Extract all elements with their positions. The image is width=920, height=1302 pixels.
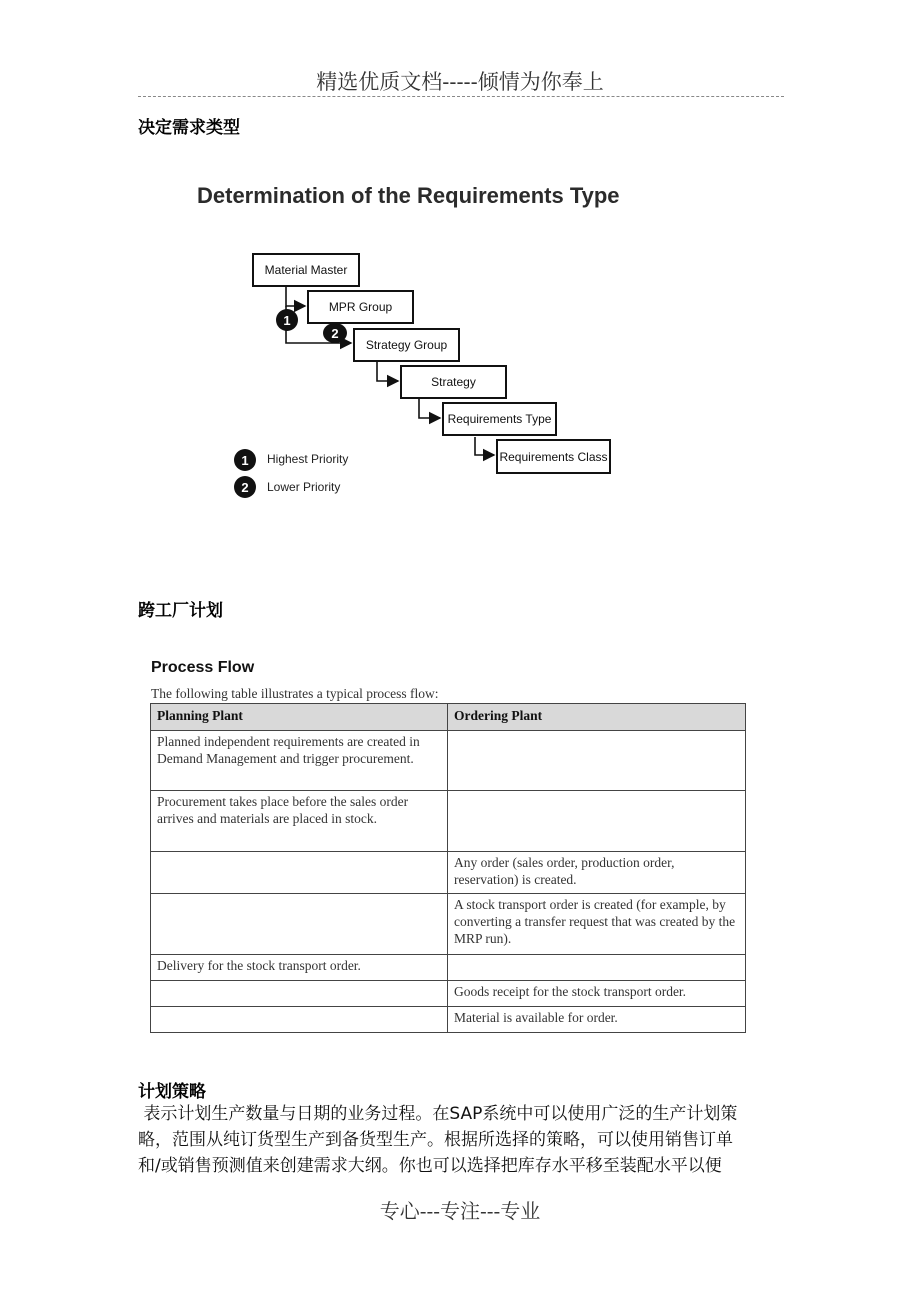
table-header-row <box>151 704 746 731</box>
table-row <box>151 1007 746 1033</box>
section-title-requirements-type: 决定需求类型 <box>138 118 240 138</box>
process-flow-intro: The following table illustrates a typical process flow: <box>151 686 439 701</box>
box-requirements-class: Requirements Class <box>496 439 611 474</box>
legend-label-highest: Highest Priority <box>267 452 349 466</box>
table-cell <box>151 1007 448 1033</box>
connector-strategy-group-to-strategy <box>377 362 398 381</box>
table-cell: Any order (sales order, production order, reservation) is created. <box>448 852 746 894</box>
page-header-title: 精选优质文档-----倾情为你奉上 <box>316 70 604 94</box>
table-row <box>151 981 746 1007</box>
diagram-title: Determination of the Requirements Type <box>197 183 620 208</box>
legend-marker-1: 1 <box>234 449 256 471</box>
process-flow-table <box>150 703 746 1033</box>
priority-marker-2: 2 <box>323 323 347 343</box>
table-row <box>151 894 746 955</box>
priority-marker-1: 1 <box>276 309 298 331</box>
table-cell <box>448 791 746 852</box>
paragraph-line: 和/或销售预测值来创建需求大纲。你也可以选择把库存水平移至装配水平以便 <box>138 1156 722 1176</box>
table-row <box>151 852 746 894</box>
table-cell: A stock transport order is created (for example, by converting a transfer request that was created by the MRP run). <box>448 894 746 955</box>
legend-marker-2: 2 <box>234 476 256 498</box>
header-ordering-plant: Ordering Plant <box>448 704 746 731</box>
table-cell <box>151 981 448 1007</box>
table-cell: Procurement takes place before the sales order arrives and materials are placed in stock. <box>151 791 448 852</box>
table-cell: Material is available for order. <box>448 1007 746 1033</box>
connector-requirements-type-to-class <box>475 437 494 455</box>
box-mpr-group: MPR Group <box>307 290 414 324</box>
table-row <box>151 731 746 791</box>
box-strategy: Strategy <box>400 365 507 399</box>
paragraph-line: 表示计划生产数量与日期的业务过程。在SAP系统中可以使用广泛的生产计划策 <box>138 1104 738 1124</box>
box-material-master: Material Master <box>252 253 360 287</box>
connector-strategy-to-requirements-type <box>419 399 440 418</box>
page-footer: 专心---专注---专业 <box>379 1199 541 1223</box>
table-cell: Goods receipt for the stock transport order. <box>448 981 746 1007</box>
table-cell: Delivery for the stock transport order. <box>151 955 448 981</box>
box-requirements-type: Requirements Type <box>442 402 557 436</box>
table-row <box>151 791 746 852</box>
table-cell <box>448 955 746 981</box>
table-row <box>151 955 746 981</box>
section-title-planning-strategy: 计划策略 <box>138 1082 206 1102</box>
box-strategy-group: Strategy Group <box>353 328 460 362</box>
header-planning-plant: Planning Plant <box>151 704 448 731</box>
table-cell <box>448 731 746 791</box>
connector-material-to-mpr <box>286 287 305 306</box>
table-cell: Planned independent requirements are created in Demand Management and trigger procurement. <box>151 731 448 791</box>
table-cell <box>151 852 448 894</box>
section-title-cross-plant: 跨工厂计划 <box>138 601 223 621</box>
legend-label-lower: Lower Priority <box>267 480 341 494</box>
table-cell <box>151 894 448 955</box>
paragraph-line: 略，范围从纯订货型生产到备货型生产。根据所选择的策略，可以使用销售订单 <box>138 1130 733 1150</box>
diagram-connectors <box>0 0 920 520</box>
planning-strategy-paragraph <box>138 1101 798 1179</box>
process-flow-title: Process Flow <box>151 659 255 676</box>
